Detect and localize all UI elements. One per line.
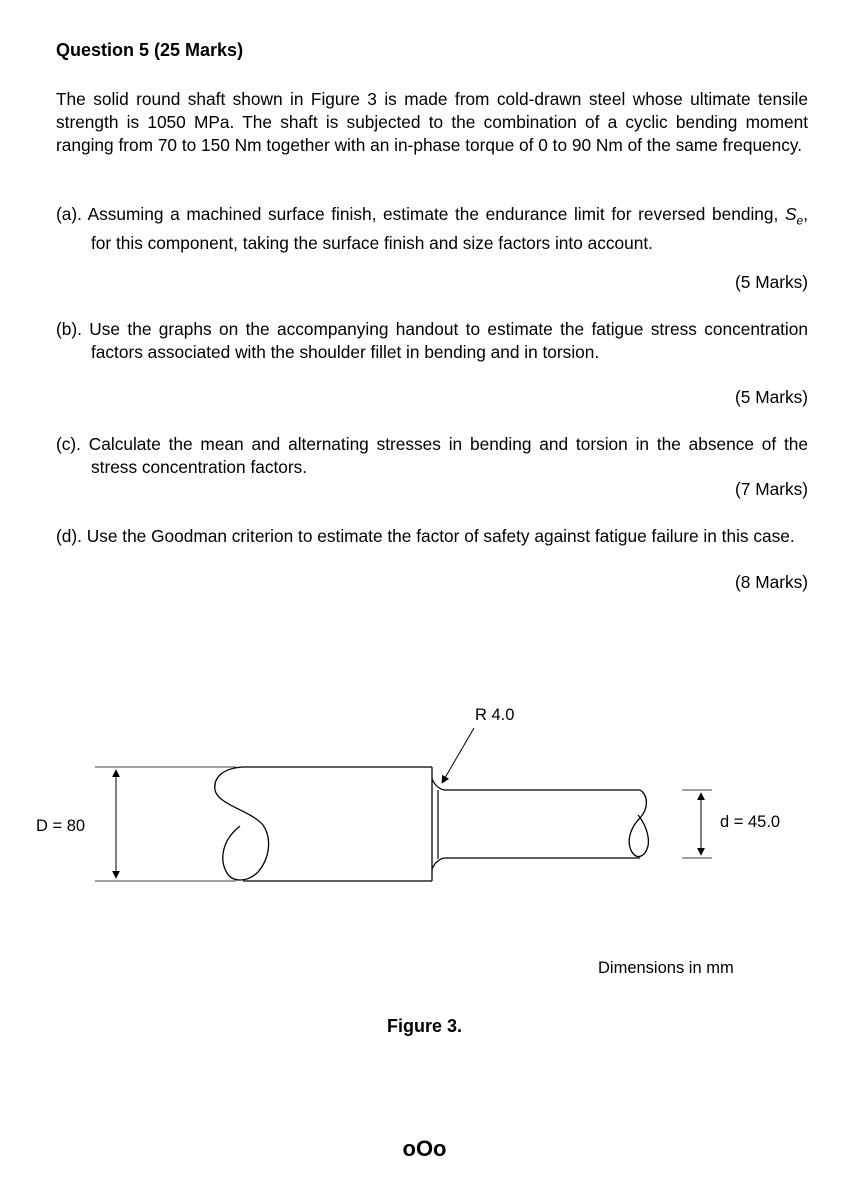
- part-b: [56, 318, 808, 364]
- radius-leader-arrow: [442, 728, 474, 783]
- large-diameter-label: D = 80: [36, 817, 86, 835]
- radius-label: R 4.0: [475, 706, 515, 724]
- part-a-text-after: , for this component, taking the surface finish and size factors into account.: [91, 204, 808, 254]
- small-diameter-label: d = 45.0: [720, 813, 781, 831]
- question-title: Question 5 (25 Marks): [56, 40, 244, 60]
- units-note: Dimensions in mm: [598, 959, 734, 977]
- small-diameter-dimension: [682, 790, 712, 858]
- part-c-text: Calculate the mean and alternating stresses in bending and torsion in the absence of the stress concentration factors.: [88, 434, 809, 477]
- part-c-label: (c).: [56, 434, 81, 454]
- question-intro: The solid round shaft shown in Figure 3 is made from cold-drawn steel whose ultimate tensile strength is 1050 MPa. The shaft is subjected to the combination of a cyclic bending moment ranging from 70 to 150 Nm together with an in-phase torque of 0 to 90 Nm of the same frequency.: [56, 89, 808, 155]
- part-a-symbol: S: [784, 204, 797, 224]
- part-a: [56, 203, 808, 255]
- part-a-text-before: Assuming a machined surface finish, estimate the endurance limit for reversed bending,: [87, 204, 785, 224]
- part-d-label: (d).: [56, 526, 82, 546]
- shoulder-fillet: [432, 779, 444, 869]
- part-c: [56, 433, 808, 479]
- part-a-label: (a).: [56, 204, 82, 224]
- end-mark: oOo: [402, 1136, 447, 1161]
- shaft-figure: [0, 690, 849, 990]
- part-d-text: Use the Goodman criterion to estimate the factor of safety against fatigue failure in this case.: [86, 526, 795, 546]
- part-b-marks: (5 Marks): [735, 387, 808, 407]
- part-a-subscript: e: [796, 213, 804, 228]
- part-b-label: (b).: [56, 319, 82, 339]
- part-b-text: Use the graphs on the accompanying handout to estimate the fatigue stress concentration factors associated with the shoulder fillet in bending and in torsion.: [89, 319, 808, 362]
- small-shaft-section: [444, 790, 648, 858]
- part-d: [56, 525, 808, 548]
- figure-caption: Figure 3.: [386, 1016, 462, 1036]
- part-c-marks: (7 Marks): [735, 479, 808, 499]
- part-d-marks: (8 Marks): [735, 572, 808, 592]
- large-shaft-section: [215, 767, 432, 881]
- part-a-marks: (5 Marks): [735, 272, 808, 292]
